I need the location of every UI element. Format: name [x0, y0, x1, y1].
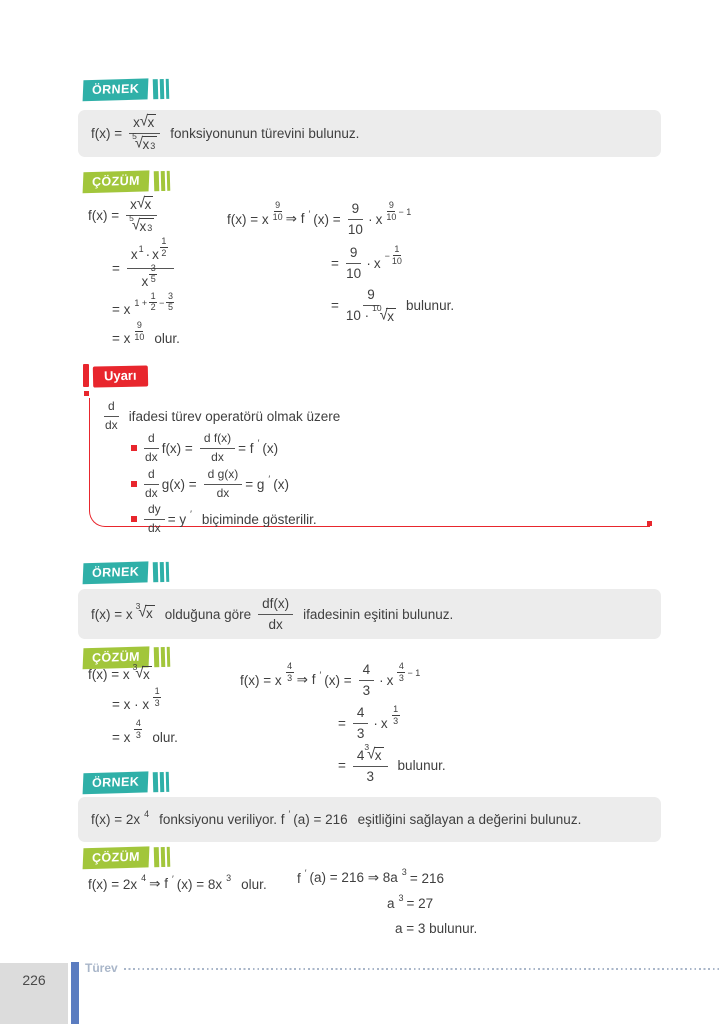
nth-root-radical: 3 √ x [132, 662, 150, 682]
example-badge [83, 78, 172, 101]
prime-mark: ′ [268, 473, 271, 485]
result-text: a = 3 bulunur. [395, 921, 478, 936]
exponent: 1 [138, 243, 144, 254]
example-badge-label: ÖRNEK [83, 78, 149, 101]
warning-intro [100, 400, 343, 433]
math-line [395, 921, 480, 936]
solution-left-column [88, 196, 183, 350]
fraction-exponent: 4 3 [135, 718, 141, 740]
solution-badge [83, 170, 172, 193]
fraction: $\frac{4}{3}$ [353, 705, 369, 741]
bullet-square-icon [131, 445, 137, 451]
math-line: f(x) = x 9 10 ⇒ f ′ (x) = $\frac{9}{10}$ · x 9 10 − 1 [227, 200, 412, 237]
prime-mark: ′ [319, 669, 322, 681]
bullet-square-icon [131, 481, 137, 487]
math-line: = 9 10 · 10 √ x bulunur. [331, 287, 455, 324]
fraction-exponent: 9 10 [272, 200, 283, 222]
fraction-exponent: 9 10 [134, 320, 145, 342]
warning-exclamation-dot-icon [84, 391, 89, 396]
solution-badge-label: ÇÖZÜM [83, 646, 150, 669]
fraction-exponent: 1 + $\frac{1}{2}$ − $\frac{3}{5}$ [134, 290, 173, 313]
math-line: = x 1 · x 1 2 x 3 5 [112, 244, 183, 292]
problem-text: eşitliğini sağlayan a değerini bulunuz. [357, 812, 582, 827]
page-number-box [0, 963, 68, 1024]
problem-text: fonksiyonunun türevini bulunuz. [170, 126, 360, 141]
math-term: x [147, 114, 155, 130]
root-index: 5 [132, 131, 137, 141]
sqrt-radical: √ x [139, 113, 155, 130]
nth-root-radical: 5 √ x3 [129, 213, 153, 235]
result-text: bulunur. [406, 298, 455, 314]
exponent: 3 [398, 892, 404, 903]
math-line: a 3 = 27 [387, 892, 434, 911]
result-text: olur. [241, 876, 267, 892]
solution-badge-label: ÇÖZÜM [83, 170, 150, 193]
math-lead: f(x) = [88, 208, 120, 224]
footer-row [85, 961, 722, 975]
math-line: = 4 3 √ x 3 bulunur. [338, 742, 446, 785]
problem-statement [91, 114, 362, 153]
warning-bullet-3: $\frac{dy}{dx}$ = y ′ biçiminde gösterilir. [131, 503, 320, 536]
fraction: x 1 · x 1 2 x 3 5 [127, 244, 174, 292]
fraction: 4 3 √ x 3 [353, 747, 388, 785]
solution-right-column [297, 867, 480, 936]
warning-frame-end-dot [647, 521, 652, 526]
prime-mark: ′ [171, 873, 174, 885]
nth-root-radical: 3 √ x [135, 601, 153, 622]
chapter-title: Türev [85, 961, 118, 975]
result-text: olur. [152, 729, 178, 745]
math-line: f(x) = x 3 √ x [88, 662, 150, 683]
nth-root-radical: 3 √ x [364, 742, 382, 764]
math-line: = x 9 10 olur. [112, 320, 180, 347]
exponent: 3 [401, 867, 407, 877]
exponent: 4 [144, 808, 150, 819]
problem-statement: f(x) = 2x 4 fonksiyonu veriliyor. f ′ (a) = 216 eşitliğini sağlayan a değerini bulunuz. [91, 808, 582, 827]
fraction: df(x) dx [258, 596, 293, 632]
warning-text: ifadesi türev operatörü olmak üzere [128, 408, 341, 424]
fraction: d dx [145, 431, 158, 464]
warning-bullet-1: d dx f(x) = $\frac{\text{d f(x)}}{dx}$ = f ′ (x) [131, 432, 281, 465]
fraction-exponent: − $\frac{1}{10}$ [384, 244, 402, 266]
math-line: f(x) = 2x 4 ⇒ f ′ (x) = 8x 3 olur. [88, 873, 267, 892]
fraction: $\frac{\text{d g(x)}}{dx}$ [204, 468, 243, 501]
result-text: olur. [154, 331, 180, 347]
fraction-exponent: 1 3 [154, 686, 160, 708]
badge-stripes-icon [153, 561, 172, 581]
math-lead: f(x) = x [91, 606, 133, 622]
math-lead: f(x) = [91, 126, 123, 141]
fraction-exponent: 4 3 − 1 [398, 661, 421, 683]
badge-stripes-icon [153, 78, 172, 98]
badge-stripes-icon [154, 646, 173, 666]
prime-mark: ′ [190, 508, 192, 520]
problem-box [78, 110, 661, 157]
footer-accent-bar [71, 962, 79, 1024]
problem-statement [91, 596, 456, 632]
solution-left-column [88, 662, 181, 748]
solution-right-column [240, 662, 449, 785]
math-line: f ′ (a) = 216 ⇒ 8a 3 = 216 [297, 867, 444, 886]
exponent: 3 [147, 223, 153, 234]
nth-root-radical: 5 √ x3 [132, 131, 156, 152]
fraction: $\frac{\text{d f(x)}}{dx}$ [200, 432, 235, 465]
problem-text: ifadesinin eşitini bulunuz. [303, 606, 454, 622]
fraction: $\frac{9}{10}$ [346, 245, 362, 281]
fraction-exponent: 3 5 [150, 262, 156, 285]
result-text: bulunur. [397, 758, 446, 774]
prime-mark: ′ [304, 867, 307, 879]
prime-mark: ′ [257, 437, 260, 449]
badge-stripes-icon [154, 170, 173, 190]
solution-right-column [227, 201, 457, 325]
math-line: = $\frac{4}{3}$ · x 1 3 [338, 704, 399, 741]
math-term: x3 [142, 137, 156, 152]
solution-left-column [88, 873, 270, 892]
page-number: 226 [22, 972, 46, 988]
exponent: 3 [226, 873, 232, 883]
problem-box [78, 797, 661, 842]
badge-stripes-icon [154, 846, 173, 866]
fraction-exponent: 1 3 [393, 704, 399, 726]
example-badge [83, 561, 172, 584]
solution-badge [83, 846, 172, 869]
prime-mark: ′ [308, 208, 311, 220]
prime-mark: ′ [288, 809, 291, 820]
problem-text: olduğuna göre [164, 606, 252, 622]
math-line: = x 4 3 olur. [112, 718, 178, 745]
warning-text: biçiminde gösterilir. [201, 511, 317, 527]
fraction: $\frac{9}{10}$ [347, 201, 363, 237]
math-line: = $\frac{9}{10}$ · x − $\frac{1}{10}$ [331, 244, 402, 281]
warning-bullet-2: d dx g(x) = $\frac{\text{d g(x)}}{dx}$ = g ′ (x) [131, 468, 292, 501]
bullet-square-icon [131, 516, 137, 522]
math-line: = x 1 + $\frac{1}{2}$ − $\frac{3}{5}$ [112, 290, 173, 318]
math-term: x [133, 114, 140, 130]
fraction-exponent: 1 2 [161, 236, 167, 258]
math-line [88, 196, 183, 235]
exponent: 3 [150, 141, 156, 151]
exponent: 4 [141, 873, 147, 883]
problem-box [78, 589, 661, 639]
warning-exclamation-icon [83, 364, 89, 387]
badge-stripes-icon [153, 771, 172, 791]
example-badge [83, 771, 172, 794]
fraction: 9 10 · 10 √ x [345, 287, 395, 324]
solution-badge-label: ÇÖZÜM [83, 846, 150, 869]
fraction: d dx [145, 467, 158, 500]
fraction: x √ x 5 √ x3 [126, 196, 157, 235]
math-line: f(x) = x 4 3 ⇒ f ′ (x) = $\frac{4}{3}$ · x 4 3 − 1 [240, 661, 421, 698]
fraction-exponent: 4 3 [287, 661, 293, 683]
warning-badge: Uyarı [93, 365, 148, 387]
fraction-exponent: 9 10 − 1 [386, 200, 412, 222]
fraction [129, 114, 160, 153]
fraction: $\frac{dy}{dx}$ [144, 503, 165, 536]
fraction: $\frac{4}{3}$ [359, 662, 375, 698]
math-line: = x · x 1 3 [112, 686, 160, 713]
example-badge-label: ÖRNEK [83, 561, 149, 584]
example-badge-label: ÖRNEK [83, 771, 149, 794]
nth-root-radical: 10 √ x [372, 302, 395, 324]
dotted-leader [124, 968, 722, 971]
fraction: d dx [105, 399, 118, 432]
sqrt-radical: √ x [136, 195, 152, 212]
